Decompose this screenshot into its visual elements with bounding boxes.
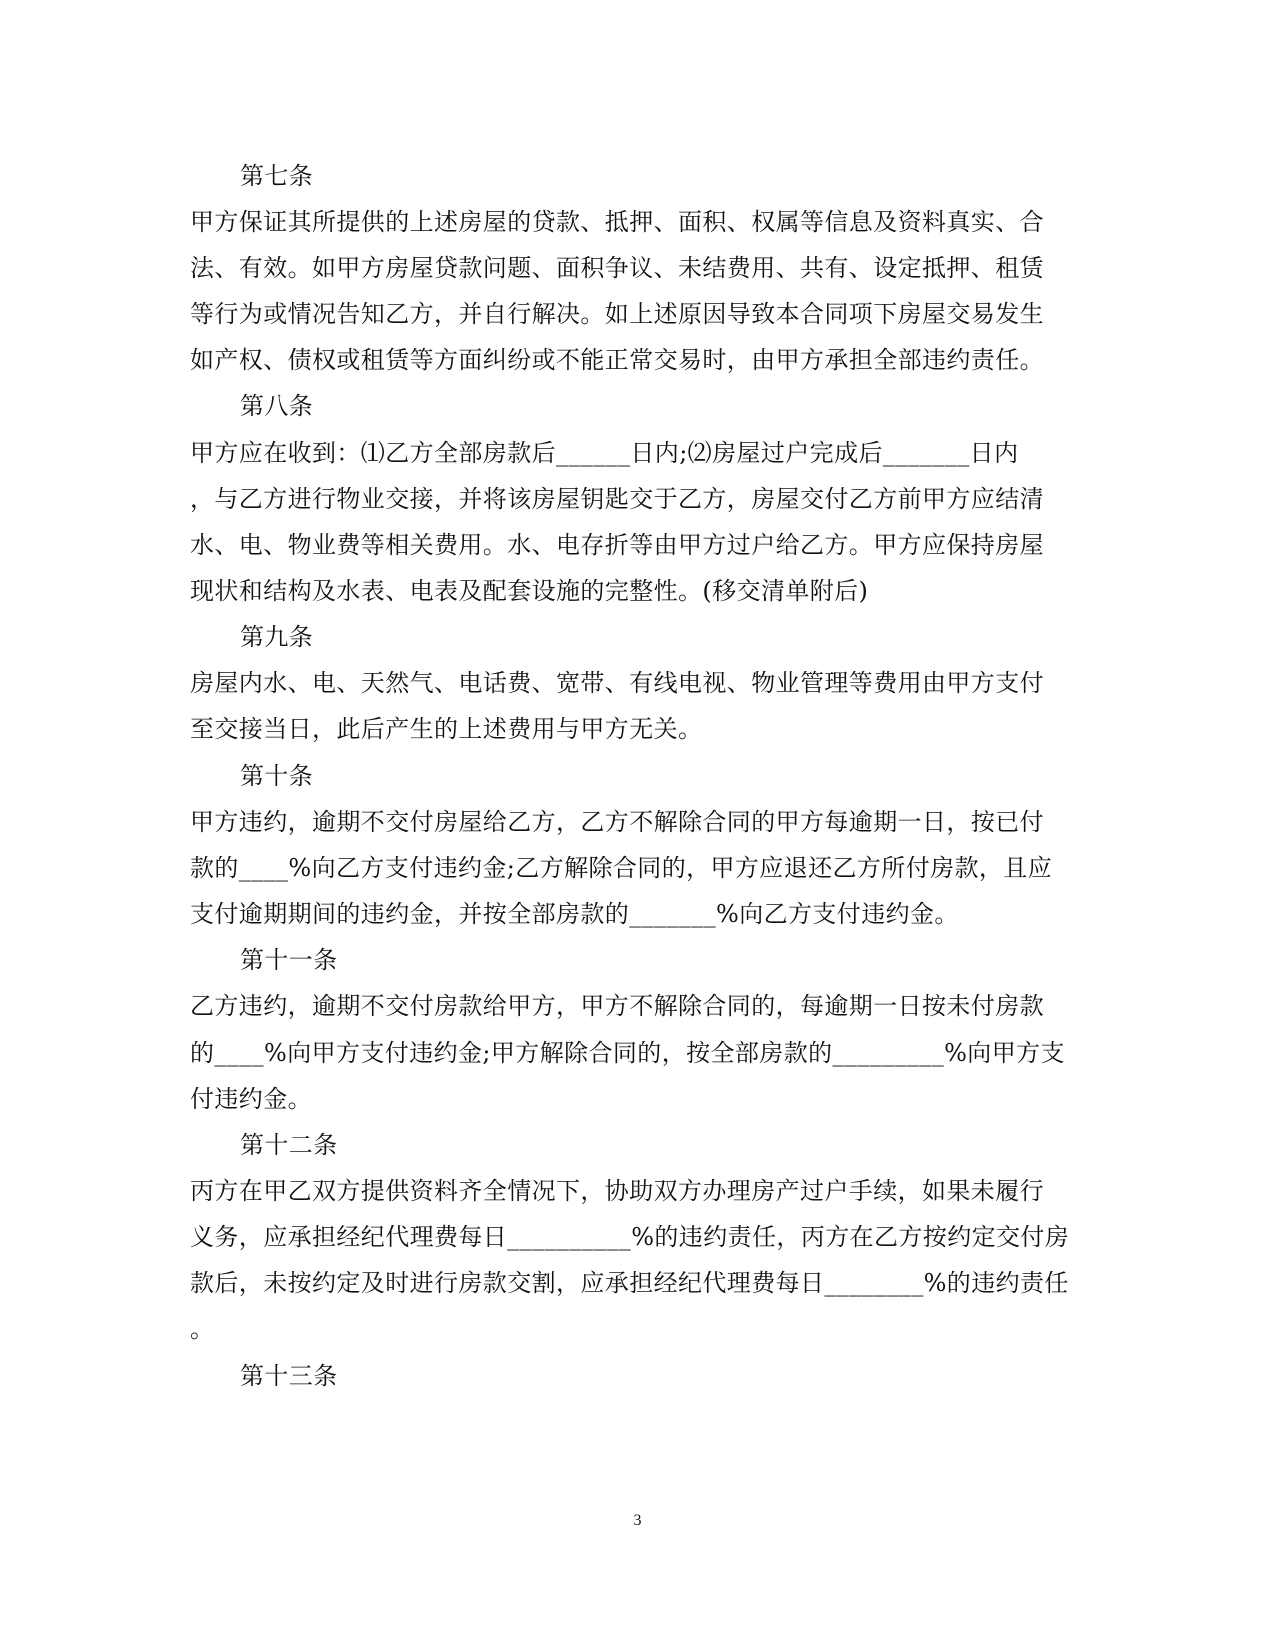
article-11-text-line-1: 乙方违约，逾期不交付房款给甲方，甲方不解除合同的，每逾期一日按未付房款 xyxy=(190,992,1044,1020)
article-8-text-line-1: 甲方应在收到：⑴乙方全部房款后______日内;⑵房屋过户完成后_______日内 xyxy=(190,439,1019,467)
article-7-text-line-2: 法、有效。如甲方房屋贷款问题、面积争议、未结费用、共有、设定抵押、租赁 xyxy=(190,254,1044,282)
article-8-text-line-3: 水、电、物业费等相关费用。水、电存折等由甲方过户给乙方。甲方应保持房屋 xyxy=(190,531,1044,559)
article-9-text-line-2: 至交接当日，此后产生的上述费用与甲方无关。 xyxy=(190,715,703,743)
article-8-text-line-4: 现状和结构及水表、电表及配套设施的完整性。(移交清单附后) xyxy=(190,577,869,605)
article-8-text-line-2: ，与乙方进行物业交接，并将该房屋钥匙交于乙方，房屋交付乙方前甲方应结清 xyxy=(190,485,1044,513)
article-7-text-line-3: 等行为或情况告知乙方，并自行解决。如上述原因导致本合同项下房屋交易发生 xyxy=(190,300,1044,328)
article-11-heading: 第十一条 xyxy=(240,946,338,974)
article-12-text-line-1: 丙方在甲乙双方提供资料齐全情况下，协助双方办理房产过户手续，如果未履行 xyxy=(190,1177,1044,1205)
article-9-heading: 第九条 xyxy=(240,623,314,651)
article-8-heading: 第八条 xyxy=(240,392,314,420)
article-10-heading: 第十条 xyxy=(240,762,314,790)
article-12-heading: 第十二条 xyxy=(240,1131,338,1159)
article-13-heading: 第十三条 xyxy=(240,1362,338,1390)
article-10-text-line-3: 支付逾期期间的违约金，并按全部房款的_______%向乙方支付违约金。 xyxy=(190,900,959,928)
article-11-text-line-2: 的____%向甲方支付违约金;甲方解除合同的，按全部房款的_________%向甲方支 xyxy=(190,1039,1065,1067)
article-10-text-line-2: 款的____%向乙方支付违约金;乙方解除合同的，甲方应退还乙方所付房款，且应 xyxy=(190,854,1053,882)
page-number: 3 xyxy=(633,1512,642,1529)
article-9-text-line-1: 房屋内水、电、天然气、电话费、宽带、有线电视、物业管理等费用由甲方支付 xyxy=(190,669,1044,697)
article-11-text-line-3: 付违约金。 xyxy=(190,1085,312,1113)
article-12-text-line-3: 款后，未按约定及时进行房款交割，应承担经纪代理费每日________%的违约责任 xyxy=(190,1269,1069,1297)
article-7-heading: 第七条 xyxy=(240,162,314,190)
article-12-text-line-2: 义务，应承担经纪代理费每日__________%的违约责任，丙方在乙方按约定交付房 xyxy=(190,1223,1070,1251)
article-12-text-line-4: 。 xyxy=(190,1315,215,1343)
article-10-text-line-1: 甲方违约，逾期不交付房屋给乙方，乙方不解除合同的甲方每逾期一日，按已付 xyxy=(190,808,1044,836)
article-7-text-line-1: 甲方保证其所提供的上述房屋的贷款、抵押、面积、权属等信息及资料真实、合 xyxy=(190,208,1044,236)
article-7-text-line-4: 如产权、债权或租赁等方面纠纷或不能正常交易时，由甲方承担全部违约责任。 xyxy=(190,346,1044,374)
